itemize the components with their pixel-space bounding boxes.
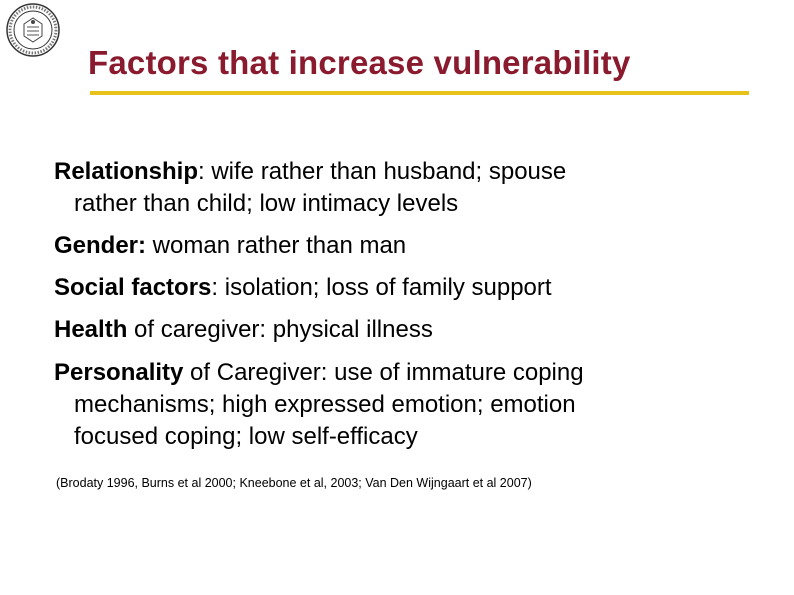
factor-health — [54, 314, 734, 346]
factor-text: : isolation; loss of family support — [211, 274, 552, 301]
slide-title: Factors that increase vulnerability — [88, 44, 631, 81]
factor-text: of caregiver: physical illness — [127, 316, 433, 343]
references: (Brodaty 1996, Burns et al 2000; Kneebone et al, 2003; Van Den Wijngaart et al 2007) — [56, 476, 532, 490]
factor-term: Gender: — [54, 232, 147, 259]
factor-text: : wife rather than husband; spouse — [198, 158, 567, 185]
factor-term: Personality — [54, 359, 184, 386]
factor-text: woman rather than man — [146, 232, 407, 259]
factor-term: Social factors — [54, 274, 212, 301]
factor-term: Relationship — [54, 158, 199, 185]
title-underline — [90, 91, 749, 95]
university-seal-icon — [2, 2, 64, 58]
factor-text-continuation: mechanisms; high expressed emotion; emotion — [74, 391, 576, 418]
factor-relationship — [54, 156, 734, 220]
factor-gender — [54, 230, 734, 262]
factor-text-continuation: focused coping; low self-efficacy — [74, 423, 418, 450]
factor-social — [54, 272, 734, 304]
factor-text: of Caregiver: use of immature coping — [183, 359, 584, 386]
factor-term: Health — [54, 316, 128, 343]
factor-personality — [54, 357, 734, 453]
factor-text-continuation: rather than child; low intimacy levels — [74, 190, 459, 217]
